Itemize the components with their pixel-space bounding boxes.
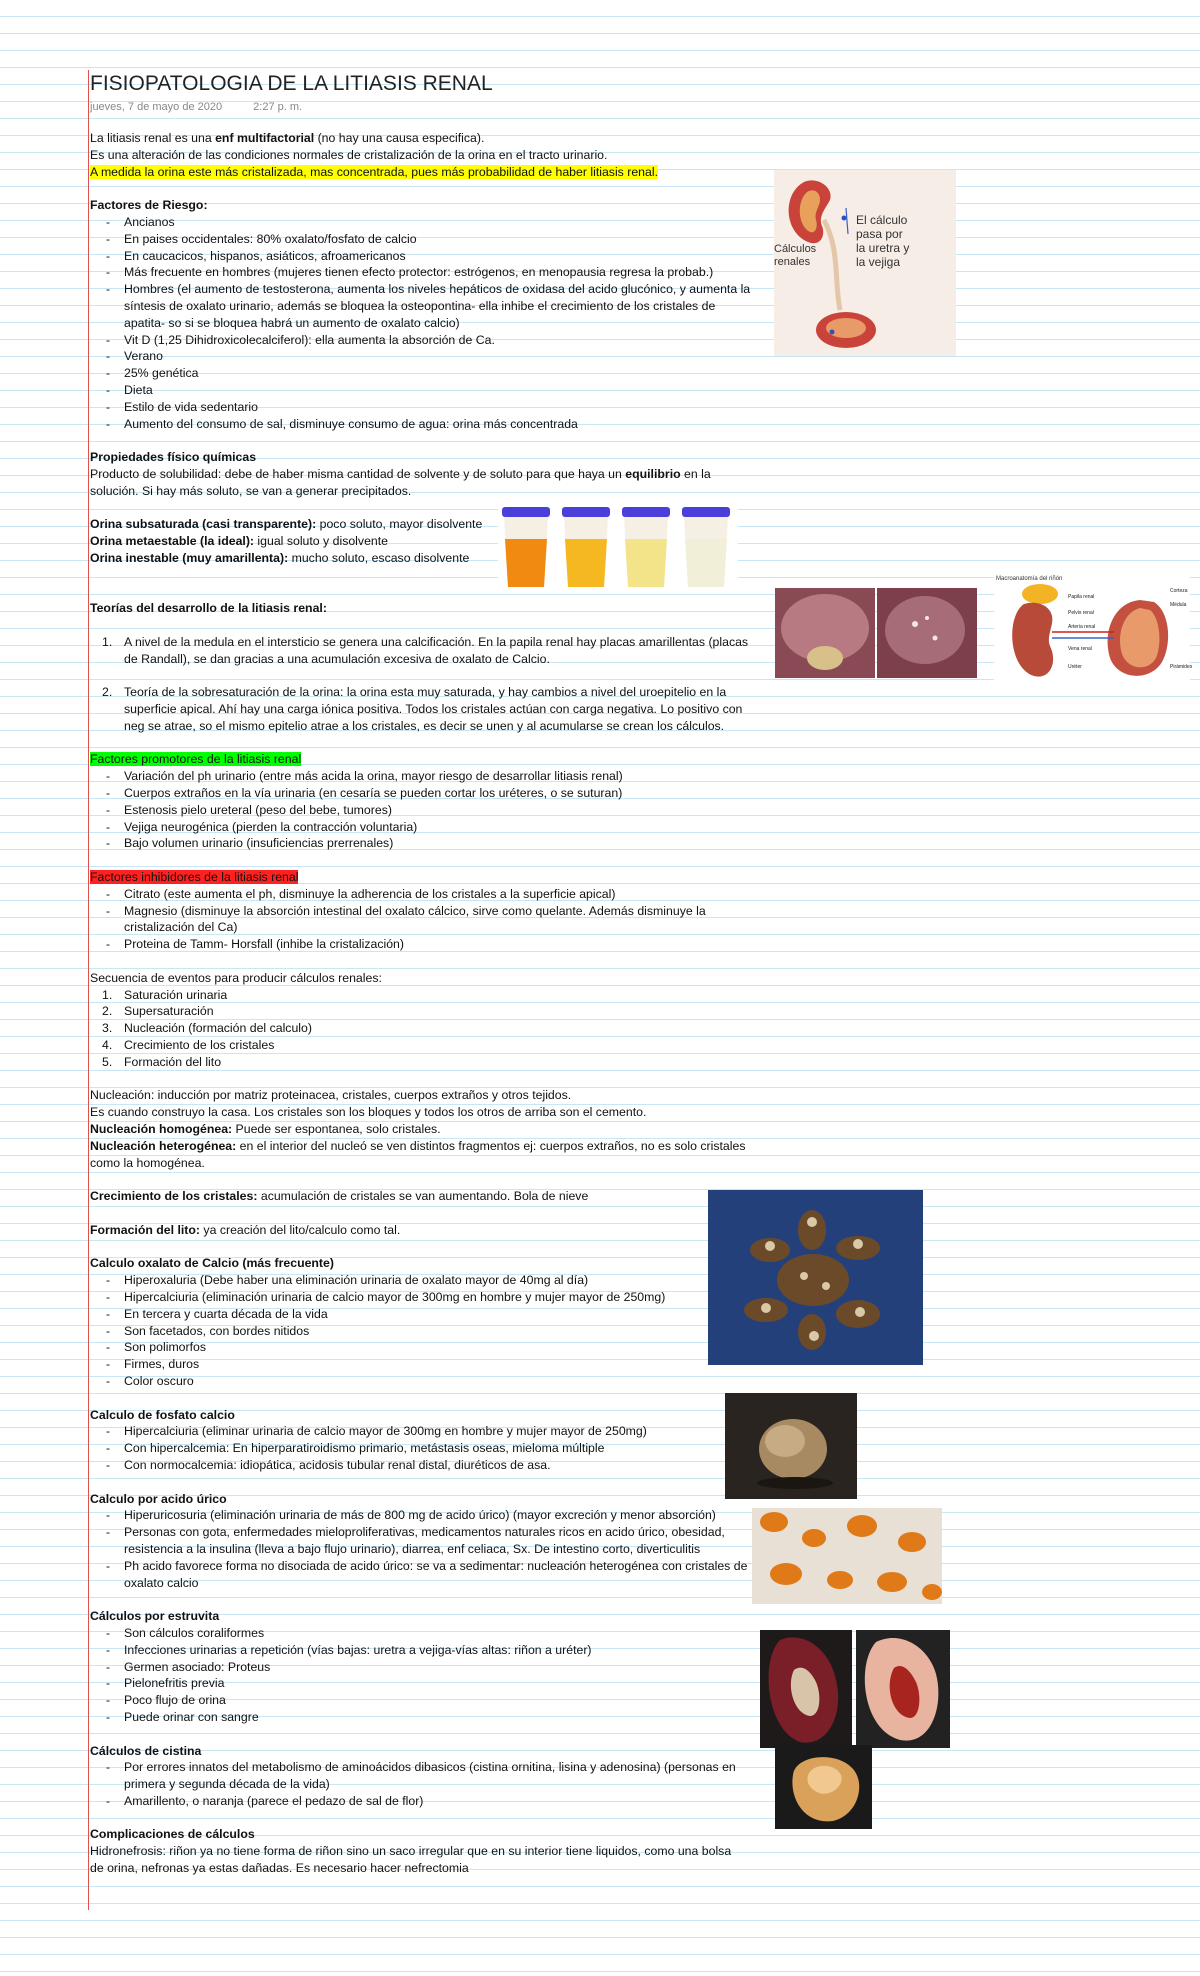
riesgo-heading: Factores de Riesgo: xyxy=(90,198,208,213)
kidney-anatomy-figure xyxy=(994,572,1193,688)
list-item: - 25% genética xyxy=(106,366,199,381)
list-item: - Vejiga neurogénica (pierden la contracción voluntaria) xyxy=(106,819,418,834)
list-item: - Hombres (el aumento de testosterona, aumenta los niveles hepáticos de oxidasa del acido glucónico, y aumenta la xyxy=(106,282,751,297)
orina-inestable: Orina inestable (muy amarillenta): mucho soluto, escaso disolvente xyxy=(90,550,470,565)
crecimiento-line: Crecimiento de los cristales: acumulación de cristales se van aumentando. Bola de nieve xyxy=(90,1189,589,1204)
urico-stones-illustration xyxy=(752,1508,942,1604)
list-item: - Magnesio (disminuye la absorción intestinal del oxalato cálcico, sirve como quelante. Además disminuye la xyxy=(106,903,706,918)
inhibidores-heading: Factores inhibidores de la litiasis renal xyxy=(90,870,299,885)
estruvita-kidneys-photo xyxy=(760,1630,950,1748)
anatomy-label: Pirámides xyxy=(1170,664,1193,670)
caption-renales: renales xyxy=(774,256,811,268)
renal-papilla-photos xyxy=(775,588,977,678)
list-item: 5. Formación del lito xyxy=(102,1054,222,1069)
list-item-cont: apatita- so si se bloquea habrá un aumento de oxalato calcio) xyxy=(124,315,460,330)
nucleacion-heterogenea: Nucleación heterogénea: en el interior del nucleó se ven distintos fragmentos ej: cuerpos extraños, no es solo cristales xyxy=(90,1138,746,1153)
list-item: - Estilo de vida sedentario xyxy=(106,399,258,414)
nucleacion-line-1: Nucleación: inducción por matriz proteinacea, cristales, cuerpos extraños y otros tejidos. xyxy=(90,1088,572,1103)
oxalato-stone-photo xyxy=(708,1190,923,1365)
urine-cups-illustration xyxy=(498,505,738,590)
propiedades-line-2: solución. Si hay más soluto, se van a generar precipitados. xyxy=(90,483,412,498)
anatomy-label: Papila renal xyxy=(1068,594,1095,600)
list-item: - En tercera y cuarta década de la vida xyxy=(106,1306,328,1321)
list-item: - Vit D (1,25 Dihidroxicolecalciferol): ella aumenta la absorción de Ca. xyxy=(106,332,495,347)
list-item-cont: neg se atrae, so el mismo epitelio atrae a los cristales, es decir se unen y al acumularse se crean los cálculos. xyxy=(124,718,725,733)
cistina-heading: Cálculos de cistina xyxy=(90,1743,202,1758)
list-item-cont: primera y segunda década de la vida) xyxy=(124,1777,330,1792)
anatomy-title: Macroanatomía del riñón xyxy=(996,576,1063,582)
list-item: - Infecciones urinarias a repetición (vías bajas: uretra a vejiga-vías altas: riñon a uréter) xyxy=(106,1642,592,1657)
oxalato-stone-illustration xyxy=(708,1190,923,1365)
list-item: 1. Saturación urinaria xyxy=(102,987,228,1002)
list-item: - Variación del ph urinario (entre más acida la orina, mayor riesgo de desarrollar litiasis renal) xyxy=(106,769,623,784)
formacion-line: Formación del lito: ya creación del lito/calculo como tal. xyxy=(90,1222,401,1237)
nucleacion-homogenea: Nucleación homogénea: Puede ser espontanea, solo cristales. xyxy=(90,1122,441,1137)
caption-line-3: la uretra y xyxy=(856,241,910,255)
intro-line-2: Es una alteración de las condiciones normales de cristalización de la orina en el tracto urinario. xyxy=(90,147,608,162)
note-time: 2:27 p. m. xyxy=(253,101,303,113)
papilla-photo-illustration xyxy=(775,588,977,678)
list-item: - Color oscuro xyxy=(106,1373,194,1388)
urico-heading: Calculo por acido úrico xyxy=(90,1491,227,1506)
list-item: - Estenosis pielo ureteral (peso del bebe, tumores) xyxy=(106,802,392,817)
secuencia-heading: Secuencia de eventos para producir cálculos renales: xyxy=(90,970,382,985)
urico-stones-photo xyxy=(752,1508,942,1604)
caption-line-2: pasa por xyxy=(856,227,903,241)
kidney-stone-figure xyxy=(774,170,956,356)
kidney-anatomy-illustration xyxy=(994,572,1193,688)
cistina-stone-illustration xyxy=(775,1745,872,1829)
list-item-cont: de Randall), se dan gracias a una acumulación excesiva de oxalato de Calcio. xyxy=(124,651,550,666)
intro-line-3: A medida la orina este más cristalizada, mas concentrada, pues más probabilidad de haber litiasis renal. xyxy=(90,164,659,179)
list-item: - Cuerpos extraños en la vía urinaria (en cesaría se pueden cortar los uréteres, o se suturan) xyxy=(106,786,623,801)
list-item: - Germen asociado: Proteus xyxy=(106,1659,271,1674)
teorias-heading: Teorías del desarrollo de la litiasis renal: xyxy=(90,601,327,616)
list-item-cont: superficie apical. Ahí hay una carga iónica positiva. Todos los cristales actúan con carga negativa. Lo positivo con xyxy=(124,702,743,717)
oxalato-heading: Calculo oxalato de Calcio (más frecuente) xyxy=(90,1256,334,1271)
kidney-stone-illustration xyxy=(774,170,956,356)
anatomy-label: Vena renal xyxy=(1068,646,1092,652)
caption-calculos: Cálculos xyxy=(774,243,817,255)
anatomy-label: Corteza xyxy=(1170,588,1188,594)
intro-line-1: La litiasis renal es una enf multifactorial (no hay una causa especifica). xyxy=(90,131,485,145)
anatomy-label: Arteria renal xyxy=(1068,624,1096,630)
list-item-cont: resistencia a la insulina (lleva a bajo flujo urinario), diarrea, enf celiaca, Sx. De intestino corto, diverticulitis xyxy=(124,1541,701,1556)
estruvita-kidneys-illustration xyxy=(760,1630,950,1748)
page-title: FISIOPATOLOGIA DE LA LITIASIS RENAL xyxy=(90,72,493,95)
list-item: - En caucacicos, hispanos, asiáticos, afroamericanos xyxy=(106,248,406,263)
fosfato-heading: Calculo de fosfato calcio xyxy=(90,1407,235,1422)
page-meta xyxy=(90,98,1090,116)
estruvita-heading: Cálculos por estruvita xyxy=(90,1609,220,1624)
caption-line-4: la vejiga xyxy=(856,255,901,269)
list-item: - Puede orinar con sangre xyxy=(106,1709,259,1724)
list-item: - Poco flujo de orina xyxy=(106,1693,226,1708)
anatomy-label: Médula xyxy=(1170,602,1187,608)
cistina-stone-photo xyxy=(775,1745,872,1829)
list-item: - Citrato (este aumenta el ph, disminuye la adherencia de los cristales a la superficie apical) xyxy=(106,886,616,901)
list-item: 2. Supersaturación xyxy=(102,1004,214,1019)
fosfato-stone-photo xyxy=(725,1393,857,1499)
orina-subsaturada: Orina subsaturada (casi transparente): poco soluto, mayor disolvente xyxy=(90,517,483,532)
list-item: - Firmes, duros xyxy=(106,1357,200,1372)
list-item: - Verano xyxy=(106,349,163,364)
urine-cups-figure xyxy=(498,505,738,590)
fosfato-stone-illustration xyxy=(725,1393,857,1499)
list-item: - Amarillento, o naranja (parece el pedazo de sal de flor) xyxy=(106,1793,424,1808)
list-item-cont: síntesis de oxalato urinario, además se bloquea la osteopontina- ella inhibe el crecimiento de los cristales de xyxy=(124,298,716,313)
list-item: 3. Nucleación (formación del calculo) xyxy=(102,1021,312,1036)
complicaciones-line-1: Hidronefrosis: riñon ya no tiene forma de riñon sino un saco irregular que en su interior tiene liquidos, como una bolsa xyxy=(90,1844,732,1859)
list-item: - Ph acido favorece forma no disociada de acido úrico: se va a sedimentar: nucleación heterogénea con cristales de xyxy=(106,1558,748,1573)
list-item: - Más frecuente en hombres (mujeres tienen efecto protector: estrógenos, en menopausia regresa la probab.) xyxy=(106,265,714,280)
list-item: 4. Crecimiento de los cristales xyxy=(102,1038,275,1053)
list-item: - Hipercalciuria (eliminar urinaria de calcio mayor de 300mg en hombre y mujer mayor de 250mg) xyxy=(106,1424,647,1439)
note-date: jueves, 7 de mayo de 2020 xyxy=(90,101,223,113)
list-item: - Hipercalciuria (eliminación urinaria de calcio mayor de 300mg en hombre y mujer mayor de 250mg) xyxy=(106,1289,666,1304)
list-item: - Proteina de Tamm- Horsfall (inhibe la cristalización) xyxy=(106,937,404,952)
propiedades-heading: Propiedades físico químicas xyxy=(90,450,257,465)
promotores-heading: Factores promotores de la litiasis renal xyxy=(90,752,302,767)
list-item: - Con hipercalcemia: En hiperparatiroidismo primario, metástasis oseas, mieloma múltiple xyxy=(106,1441,605,1456)
list-item-cont: oxalato calcio xyxy=(124,1575,199,1590)
anatomy-label: Pelvis renal xyxy=(1068,610,1094,616)
list-item: - Son facetados, con bordes nitidos xyxy=(106,1323,310,1338)
list-item: - Hiperuricosuria (eliminación urinaria de más de 800 mg de acido úrico) (mayor excreción y menor absorción) xyxy=(106,1508,716,1523)
list-item: - Personas con gota, enfermedades mieloproliferativas, medicamentos naturales ricos en acido úrico, obesidad, xyxy=(106,1525,725,1540)
list-item: - Hiperoxaluria (Debe haber una eliminación urinaria de oxalato mayor de 40mg al día) xyxy=(106,1273,589,1288)
list-item: - Aumento del consumo de sal, disminuye consumo de agua: orina más concentrada xyxy=(106,416,578,431)
nucleacion-line-5: como la homogénea. xyxy=(90,1155,205,1170)
list-item: - En paises occidentales: 80% oxalato/fosfato de calcio xyxy=(106,231,417,246)
list-item: - Son cálculos coraliformes xyxy=(106,1625,265,1640)
list-item: 2. Teoría de la sobresaturación de la orina: la orina esta muy saturada, y hay cambios a nivel del uroepitelio en la xyxy=(102,685,727,700)
list-item: - Dieta xyxy=(106,382,153,397)
complicaciones-heading: Complicaciones de cálculos xyxy=(90,1827,255,1842)
margin-line xyxy=(88,70,89,1910)
anatomy-label: Uréter xyxy=(1068,664,1082,670)
list-item-cont: cristalización del Ca) xyxy=(124,920,238,935)
list-item: - Por errores innatos del metabolismo de aminoácidos dibasicos (cistina ornitina, lisina y adenosina) (personas en xyxy=(106,1760,736,1775)
propiedades-line-1: Producto de solubilidad: debe de haber misma cantidad de solvente y de soluto para que haya un equilibrio en la xyxy=(90,466,711,481)
list-item: - Son polimorfos xyxy=(106,1340,207,1355)
list-item: - Ancianos xyxy=(106,214,175,229)
nucleacion-line-2: Es cuando construyo la casa. Los cristales son los bloques y todos los otros de arriba son el cemento. xyxy=(90,1105,647,1120)
list-item: - Con normocalcemia: idiopática, acidosis tubular renal distal, diuréticos de asa. xyxy=(106,1457,551,1472)
list-item: - Bajo volumen urinario (insuficiencias prerrenales) xyxy=(106,836,394,851)
complicaciones-line-2: de orina, nefronas ya estas dañadas. Es necesario hacer nefrectomia xyxy=(90,1861,469,1876)
orina-metaestable: Orina metaestable (la ideal): igual soluto y disolvente xyxy=(90,534,388,549)
caption-line-1: El cálculo xyxy=(856,213,908,227)
list-item: 1. A nivel de la medula en el intersticio se genera una calcificación. En la papila renal hay placas amarillentas (placas xyxy=(102,634,749,649)
list-item: - Pielonefritis previa xyxy=(106,1676,225,1691)
